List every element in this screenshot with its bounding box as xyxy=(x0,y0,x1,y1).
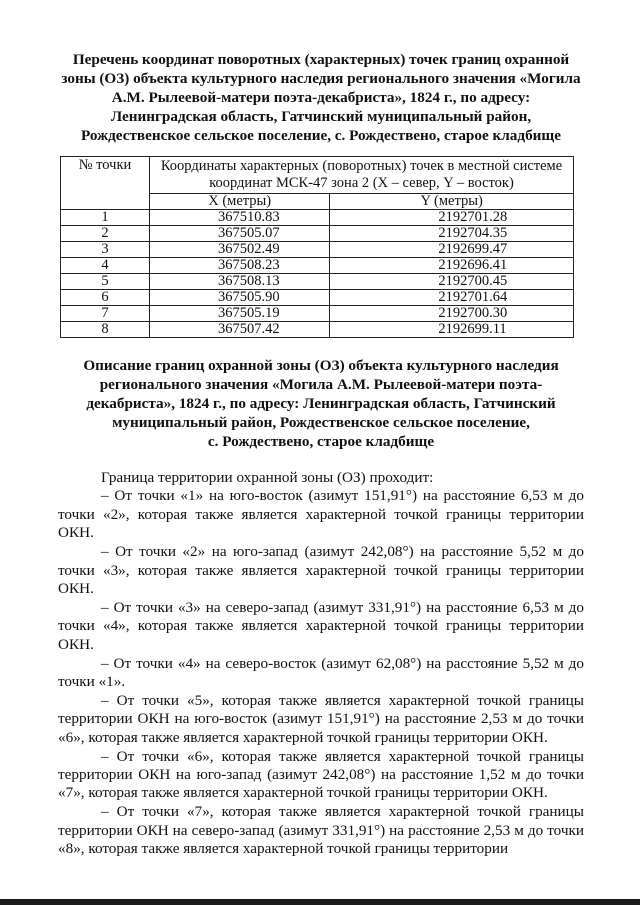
title-line: Перечень координат поворотных (характерных) точек границ охранной xyxy=(72,51,570,68)
y-value: 2192704.35 xyxy=(330,226,574,242)
y-value: 2192700.30 xyxy=(330,306,574,322)
table-row xyxy=(61,242,574,258)
y-value: 2192699.47 xyxy=(330,242,574,258)
description-title xyxy=(58,356,584,451)
x-value: 367508.23 xyxy=(150,258,330,274)
y-value: 2192699.11 xyxy=(330,322,574,338)
body-paragraph: – От точки «1» на юго-восток (азимут 151,91°) на расстояние 6,53 м до точки «2», которая также является характерной точкой границы территории ОКН. xyxy=(58,487,584,542)
y-value: 2192696.41 xyxy=(330,258,574,274)
description-body xyxy=(58,469,584,859)
x-value: 367505.90 xyxy=(150,290,330,306)
point-number: 2 xyxy=(61,226,150,242)
x-value: 367505.07 xyxy=(150,226,330,242)
description-title-line: муниципальный район, Рождественское сельское поселение, xyxy=(112,414,530,431)
x-value: 367505.19 xyxy=(150,306,330,322)
table-row xyxy=(61,226,574,242)
table-row xyxy=(61,274,574,290)
x-value: 367502.49 xyxy=(150,242,330,258)
point-number: 1 xyxy=(61,210,150,226)
description-title-line: декабриста», 1824 г., по адресу: Ленинградская область, Гатчинский xyxy=(86,395,556,412)
description-title-line: Описание границ охранной зоны (ОЗ) объекта культурного наследия xyxy=(83,357,559,374)
title-line: А.М. Рылеевой-матери поэта-декабриста», 1824 г., по адресу: xyxy=(111,89,531,106)
x-value: 367507.42 xyxy=(150,322,330,338)
title-line: зоны (ОЗ) объекта культурного наследия регионального значения «Могила xyxy=(61,70,581,87)
header-y: Y (метры) xyxy=(330,194,574,210)
caption-line: Координаты характерных (поворотных) точек в местной системе xyxy=(160,158,563,174)
scan-edge-border xyxy=(0,899,640,905)
point-number: 7 xyxy=(61,306,150,322)
y-value: 2192701.28 xyxy=(330,210,574,226)
point-number: 5 xyxy=(61,274,150,290)
table-row xyxy=(61,306,574,322)
body-paragraph: – От точки «5», которая также является характерной точкой границы территории ОКН на юго-восток (азимут 151,91°) на расстояние 2,53 м до точки «6», которая также является характерной точкой границы территории ОКН. xyxy=(58,691,584,746)
header-point-number: № точки xyxy=(61,157,150,210)
point-number: 3 xyxy=(61,242,150,258)
y-value: 2192701.64 xyxy=(330,290,574,306)
header-x: X (метры) xyxy=(150,194,330,210)
x-value: 367510.83 xyxy=(150,210,330,226)
point-number: 4 xyxy=(61,258,150,274)
title-line: Ленинградская область, Гатчинский муниципальный район, xyxy=(110,108,532,125)
point-number: 6 xyxy=(61,290,150,306)
table-row xyxy=(61,210,574,226)
header-coordinates-caption xyxy=(150,157,574,194)
body-paragraph: – От точки «7», которая также является характерной точкой границы территории ОКН на северо-запад (азимут 331,91°) на расстояние 2,53 м до точки «8», которая также является характерной точкой границы территории xyxy=(58,803,584,858)
table-row xyxy=(61,322,574,338)
body-paragraph: – От точки «2» на юго-запад (азимут 242,08°) на расстояние 5,52 м до точки «3», которая также является характерной точкой границы территории ОКН. xyxy=(58,543,584,597)
y-value: 2192700.45 xyxy=(330,274,574,290)
title-line: Рождественское сельское поселение, с. Рождествено, старое кладбище xyxy=(81,127,561,144)
x-value: 367508.13 xyxy=(150,274,330,290)
table-header-row xyxy=(61,157,574,194)
document-title xyxy=(58,50,584,145)
body-paragraph: – От точки «4» на северо-восток (азимут 62,08°) на расстояние 5,52 м до точки «1». xyxy=(58,654,584,690)
point-number: 8 xyxy=(61,322,150,338)
caption-line: координат МСК-47 зона 2 (X – север, Y – восток) xyxy=(209,175,514,191)
body-paragraph: – От точки «6», которая также является характерной точкой границы территории ОКН на юго-запад (азимут 242,08°) на расстояние 1,52 м до точки «7», которая также является характерной точкой границы территории ОКН. xyxy=(58,747,584,802)
coordinates-table xyxy=(60,156,574,338)
table-row xyxy=(61,290,574,306)
body-lead: Граница территории охранной зоны (ОЗ) проходит: xyxy=(101,469,434,486)
description-title-line: с. Рождествено, старое кладбище xyxy=(207,433,435,450)
table-row xyxy=(61,258,574,274)
description-title-line: регионального значения «Могила А.М. Рылеевой-матери поэта- xyxy=(99,376,543,393)
body-paragraph: – От точки «3» на северо-запад (азимут 331,91°) на расстояние 6,53 м до точки «4», которая также является характерной точкой границы территории ОКН. xyxy=(58,598,584,653)
